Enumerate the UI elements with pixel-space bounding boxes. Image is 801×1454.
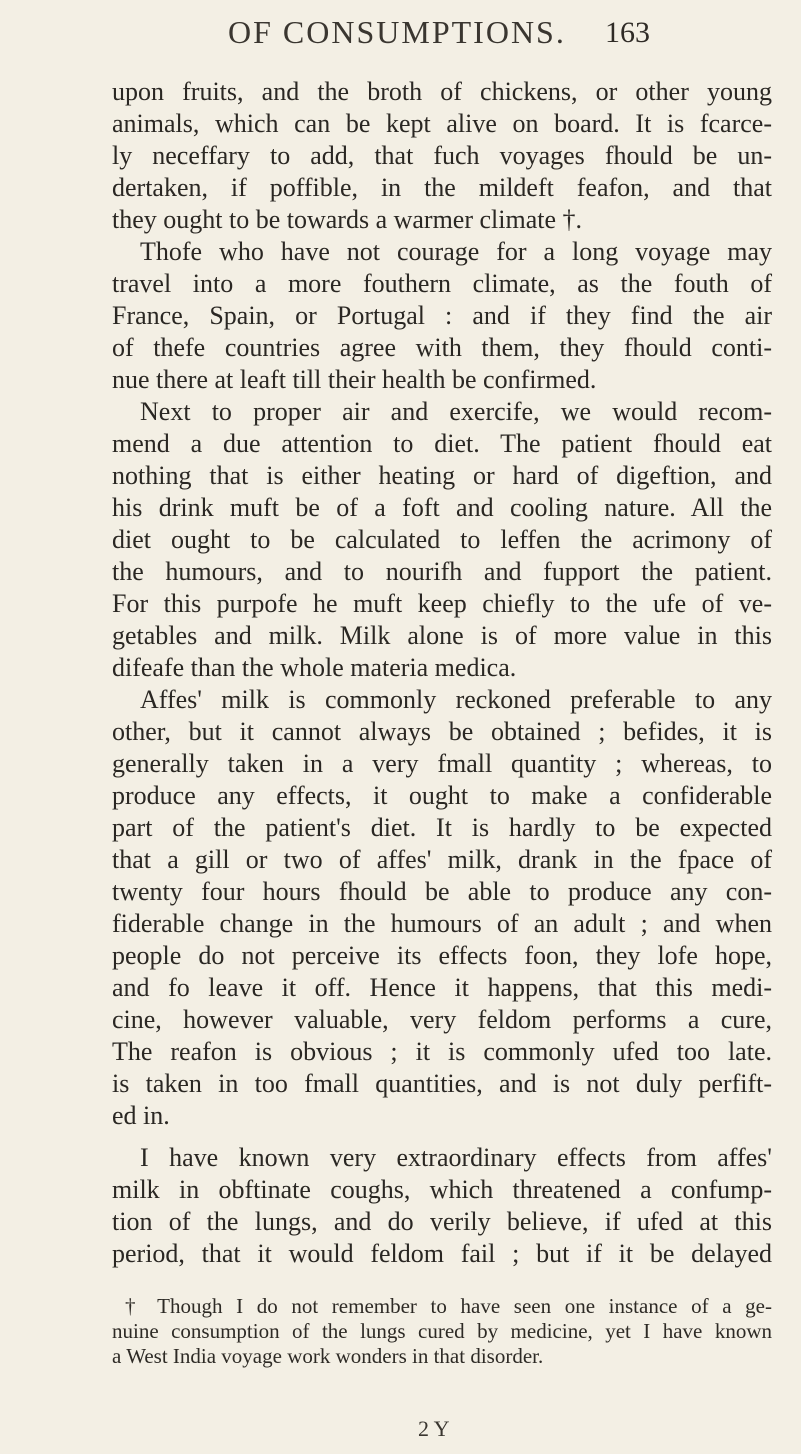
text-line: fiderable change in the humours of an adult ; and when <box>112 909 772 938</box>
text-line: upon fruits, and the broth of chickens, or other young <box>112 77 772 106</box>
footnote-line: † Though I do not remember to have seen one instance of a ge- <box>125 1294 772 1318</box>
text-line: milk in obftinate coughs, which threatened a confump- <box>112 1175 772 1204</box>
text-line: produce any effects, it ought to make a confiderable <box>112 781 772 810</box>
running-title: OF CONSUMPTIONS. <box>228 14 566 50</box>
text-line: Affes' milk is commonly reckoned preferable to any <box>140 685 772 714</box>
text-line: other, but it cannot always be obtained ; befides, it is <box>112 717 772 746</box>
text-line: of thefe countries agree with them, they fhould conti- <box>112 333 772 362</box>
text-line: For this purpofe he muft keep chiefly to the ufe of ve- <box>112 589 772 618</box>
text-line: Next to proper air and exercife, we would recom- <box>140 397 772 426</box>
text-line: people do not perceive its effects foon, they lofe hope, <box>112 941 772 970</box>
footnote-line: a West India voyage work wonders in that disorder. <box>112 1344 544 1368</box>
text-line: period, that it would feldom fail ; but if it be delayed <box>112 1239 772 1268</box>
text-line: diet ought to be calculated to leffen the acrimony of <box>112 525 772 554</box>
text-line: tion of the lungs, and do verily believe, if ufed at this <box>112 1207 772 1236</box>
text-line: cine, however valuable, very feldom performs a cure, <box>112 1005 772 1034</box>
text-line: animals, which can be kept alive on board. It is fcarce- <box>112 109 772 138</box>
text-line: France, Spain, or Portugal : and if they find the air <box>112 301 772 330</box>
text-line: nue there at leaft till their health be confirmed. <box>112 365 597 394</box>
text-line: travel into a more fouthern climate, as the fouth of <box>112 269 772 298</box>
text-line: ed in. <box>112 1101 170 1130</box>
text-line: difeafe than the whole materia medica. <box>112 653 517 682</box>
running-head <box>108 14 708 58</box>
text-line: is taken in too fmall quantities, and is not duly perfift- <box>112 1069 772 1098</box>
text-line: getables and milk. Milk alone is of more value in this <box>112 621 772 650</box>
page-number: 163 <box>605 16 650 49</box>
text-line: dertaken, if poffible, in the mildeft feafon, and that <box>112 173 772 202</box>
text-line: they ought to be towards a warmer climate †. <box>112 205 583 234</box>
text-line: twenty four hours fhould be able to produce any con- <box>112 877 772 906</box>
text-line: and fo leave it off. Hence it happens, that this medi- <box>112 973 772 1002</box>
text-line: part of the patient's diet. It is hardly to be expected <box>112 813 772 842</box>
text-line: his drink muft be of a foft and cooling nature. All the <box>112 493 772 522</box>
text-line: the humours, and to nourifh and fupport the patient. <box>112 557 772 586</box>
text-line: nothing that is either heating or hard of digeftion, and <box>112 461 772 490</box>
text-line: ly neceffary to add, that fuch voyages fhould be un- <box>112 141 772 170</box>
text-line: mend a due attention to diet. The patient fhould eat <box>112 429 772 458</box>
text-line: Thofe who have not courage for a long voyage may <box>140 237 772 266</box>
text-line: The reafon is obvious ; it is commonly ufed too late. <box>112 1037 772 1066</box>
text-line: that a gill or two of affes' milk, drank in the fpace of <box>112 845 772 874</box>
footnote-line: nuine consumption of the lungs cured by medicine, yet I have known <box>112 1319 772 1343</box>
text-line: I have known very extraordinary effects from affes' <box>140 1143 772 1172</box>
signature-mark: 2 Y <box>418 1416 450 1441</box>
text-line: generally taken in a very fmall quantity ; whereas, to <box>112 749 772 778</box>
